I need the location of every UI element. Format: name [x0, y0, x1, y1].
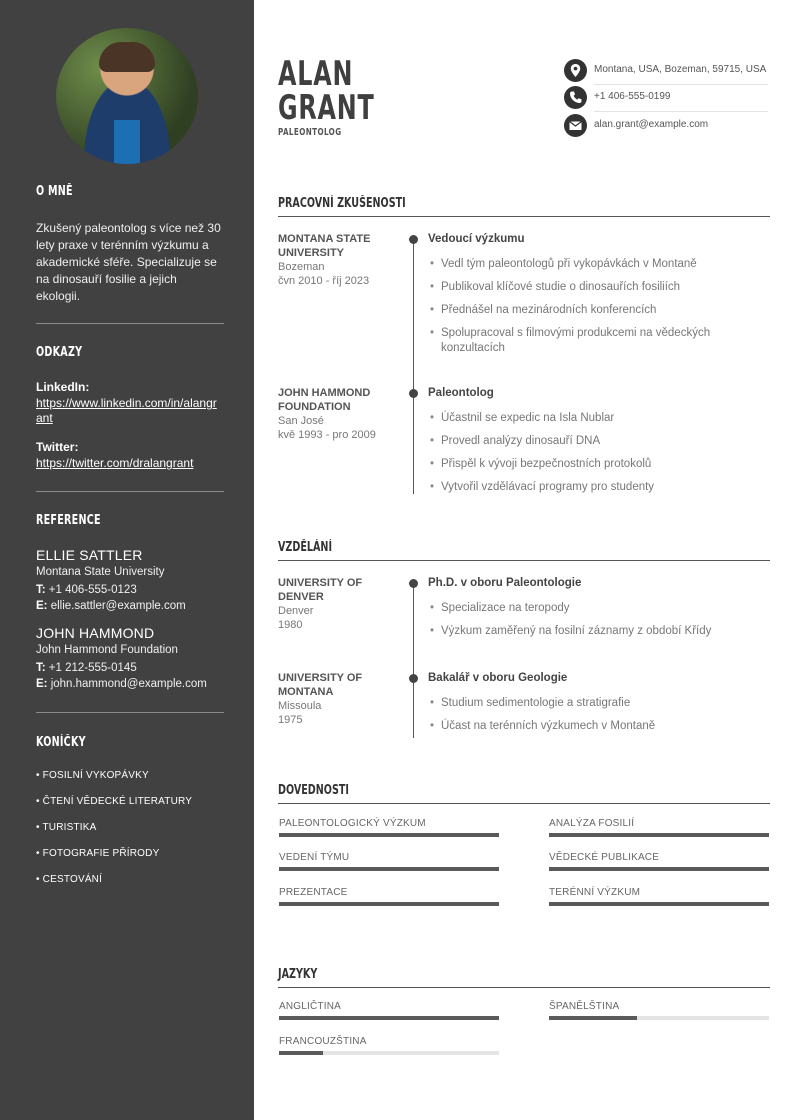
- education-bullet: • Výzkum zaměřený na fosilní záznamy z období Křídy: [430, 624, 750, 639]
- reference-name: JOHN HAMMOND: [36, 625, 155, 641]
- language-bar: [279, 1016, 499, 1020]
- reference-name: ELLIE SATTLER: [36, 547, 143, 563]
- skill-name: VEDENÍ TÝMU: [279, 852, 350, 863]
- skill-name: TERÉNNÍ VÝZKUM: [549, 887, 641, 898]
- reference-email-value: ellie.sattler@example.com: [50, 600, 186, 612]
- language-bar-fill: [279, 1051, 323, 1055]
- employment-dates: čvn 2010 - říj 2023: [278, 275, 370, 287]
- reference-email-label: E:: [36, 678, 48, 690]
- links-heading: ODKAZY: [36, 345, 83, 360]
- skill-item: [279, 852, 499, 871]
- skill-bar-fill: [279, 902, 499, 906]
- education-bullet: • Studium sedimentologie a stratigrafie: [430, 696, 730, 711]
- skill-bar: [279, 833, 499, 837]
- contact-address: [564, 59, 768, 83]
- avatar-shirt: [114, 120, 140, 164]
- timeline-dot: [409, 389, 418, 398]
- job-position: Vedoucí výzkumu: [428, 233, 525, 245]
- skill-name: ANALÝZA FOSILIÍ: [549, 818, 635, 829]
- language-name: FRANCOUZŠTINA: [279, 1036, 367, 1047]
- education-bullet: • Účast na terénních výzkumech v Montaně: [430, 719, 730, 734]
- skills-heading: DOVEDNOSTI: [278, 783, 349, 798]
- degree-title: Ph.D. v oboru Paleontologie: [428, 577, 582, 589]
- skill-item: [549, 852, 769, 871]
- skill-bar-fill: [279, 867, 499, 871]
- sidebar-divider: [36, 491, 224, 492]
- skill-bar: [279, 867, 499, 871]
- phone-icon: [564, 86, 587, 109]
- about-heading: O MNĚ: [36, 184, 73, 199]
- language-bar-fill: [279, 1016, 499, 1020]
- email-icon: [564, 114, 587, 137]
- contact-divider: [594, 84, 768, 85]
- sidebar-divider: [36, 712, 224, 713]
- timeline-line: [413, 240, 414, 494]
- employer-name: JOHN HAMMOND FOUNDATION: [278, 387, 371, 413]
- references-heading: REFERENCE: [36, 513, 101, 528]
- contact-phone: [564, 86, 768, 110]
- employer-city: San José: [278, 415, 324, 427]
- skill-bar: [279, 902, 499, 906]
- timeline-dot: [409, 579, 418, 588]
- job-bullet: • Přednášel na mezinárodních konferencích: [430, 303, 730, 318]
- reference-email: [36, 678, 207, 690]
- job-bullet: • Účastnil se expedic na Isla Nublar: [430, 411, 730, 426]
- language-bar: [279, 1051, 499, 1055]
- reference-phone-value: +1 406-555-0123: [48, 584, 137, 596]
- job-position: Paleontolog: [428, 387, 494, 399]
- timeline-line: [413, 584, 414, 738]
- school-name: UNIVERSITY OF MONTANA: [278, 672, 363, 698]
- hobbies-heading: KONÍČKY: [36, 735, 86, 750]
- language-item: [549, 1001, 769, 1020]
- skill-bar: [549, 902, 769, 906]
- experience-heading: PRACOVNÍ ZKUŠENOSTI: [278, 196, 406, 211]
- phone-text: +1 406-555-0199: [594, 91, 671, 102]
- language-bar: [549, 1016, 769, 1020]
- job-bullet: • Vedl tým paleontologů při vykopávkách v Montaně: [430, 257, 730, 272]
- first-name: ALAN: [278, 54, 354, 94]
- address-text: Montana, USA, Bozeman, 59715, USA: [594, 64, 767, 75]
- education-heading: VZDĚLÁNÍ: [278, 540, 333, 555]
- about-text: Zkušený paleontolog s více než 30 lety praxe v terénním výzkumu a akademické sféře. Specializuje se na dinosauří fosilie a jejich ekologii.: [36, 221, 221, 303]
- location-pin-icon: [564, 59, 587, 82]
- skill-bar: [549, 867, 769, 871]
- reference-email: [36, 600, 186, 612]
- reference-email-label: E:: [36, 600, 48, 612]
- linkedin-label: LinkedIn:: [36, 380, 90, 394]
- sidebar: [0, 0, 254, 1120]
- skill-bar-fill: [549, 867, 769, 871]
- job-bullet: • Publikoval klíčové studie o dinosauřích fosiliích: [430, 280, 730, 295]
- reference-phone: [36, 662, 137, 674]
- skill-item: [279, 887, 499, 906]
- avatar: [56, 28, 198, 164]
- skill-name: PALEONTOLOGICKÝ VÝZKUM: [279, 818, 426, 829]
- contact-email: [564, 114, 768, 138]
- skill-bar-fill: [549, 902, 769, 906]
- job-role: PALEONTOLOG: [278, 127, 342, 138]
- section-rule: [278, 987, 770, 988]
- skill-bar-fill: [279, 833, 499, 837]
- employment-dates: kvě 1993 - pro 2009: [278, 429, 376, 441]
- reference-email-value: john.hammond@example.com: [50, 678, 207, 690]
- skill-bar-fill: [549, 833, 769, 837]
- timeline-dot: [409, 235, 418, 244]
- job-bullet: • Přispěl k vývoji bezpečnostních protokolů: [430, 457, 730, 472]
- skill-bar: [549, 833, 769, 837]
- twitter-label: Twitter:: [36, 440, 79, 454]
- skill-item: [279, 818, 499, 837]
- contact-divider: [594, 111, 768, 112]
- reference-phone: [36, 584, 137, 596]
- hobby-item: • FOTOGRAFIE PŘÍRODY: [36, 848, 160, 859]
- hobby-item: • FOSILNÍ VYKOPÁVKY: [36, 770, 149, 781]
- section-rule: [278, 560, 770, 561]
- hobby-item: • ČTENÍ VĚDECKÉ LITERATURY: [36, 796, 193, 807]
- reference-org: Montana State University: [36, 566, 165, 578]
- skill-name: VĚDECKÉ PUBLIKACE: [549, 852, 660, 863]
- job-bullet: • Spolupracoval s filmovými produkcemi na vědeckých konzultacích: [430, 326, 740, 356]
- hobby-item: • CESTOVÁNÍ: [36, 874, 103, 885]
- linkedin-link[interactable]: https://www.linkedin.com/in/alangrant: [36, 396, 217, 425]
- job-bullet: • Provedl analýzy dinosauří DNA: [430, 434, 730, 449]
- languages-heading: JAZYKY: [278, 967, 318, 982]
- sidebar-divider: [36, 323, 224, 324]
- section-rule: [278, 803, 770, 804]
- job-bullet: • Vytvořil vzdělávací programy pro studenty: [430, 480, 730, 495]
- employer-city: Bozeman: [278, 261, 325, 273]
- graduation-year: 1980: [278, 619, 303, 631]
- email-text[interactable]: alan.grant@example.com: [594, 119, 709, 130]
- education-bullet: • Specializace na teropody: [430, 601, 730, 616]
- school-city: Missoula: [278, 700, 322, 712]
- school-city: Denver: [278, 605, 314, 617]
- section-rule: [278, 216, 770, 217]
- hobby-item: • TURISTIKA: [36, 822, 97, 833]
- avatar-hair: [99, 42, 155, 72]
- degree-title: Bakalář v oboru Geologie: [428, 672, 568, 684]
- language-item: [279, 1001, 499, 1020]
- timeline-dot: [409, 674, 418, 683]
- skill-item: [549, 818, 769, 837]
- reference-phone-label: T:: [36, 662, 46, 674]
- reference-phone-label: T:: [36, 584, 46, 596]
- twitter-link[interactable]: https://twitter.com/dralangrant: [36, 456, 194, 470]
- reference-org: John Hammond Foundation: [36, 644, 178, 656]
- last-name: GRANT: [278, 88, 375, 128]
- language-bar-fill: [549, 1016, 637, 1020]
- skill-item: [549, 887, 769, 906]
- skill-name: PREZENTACE: [279, 887, 348, 898]
- employer-name: MONTANA STATE UNIVERSITY: [278, 233, 371, 259]
- graduation-year: 1975: [278, 714, 303, 726]
- language-item: [279, 1036, 499, 1055]
- language-name: ŠPANĚLŠTINA: [549, 1001, 620, 1012]
- school-name: UNIVERSITY OF DENVER: [278, 577, 363, 603]
- language-name: ANGLIČTINA: [279, 1001, 342, 1012]
- reference-phone-value: +1 212-555-0145: [48, 662, 137, 674]
